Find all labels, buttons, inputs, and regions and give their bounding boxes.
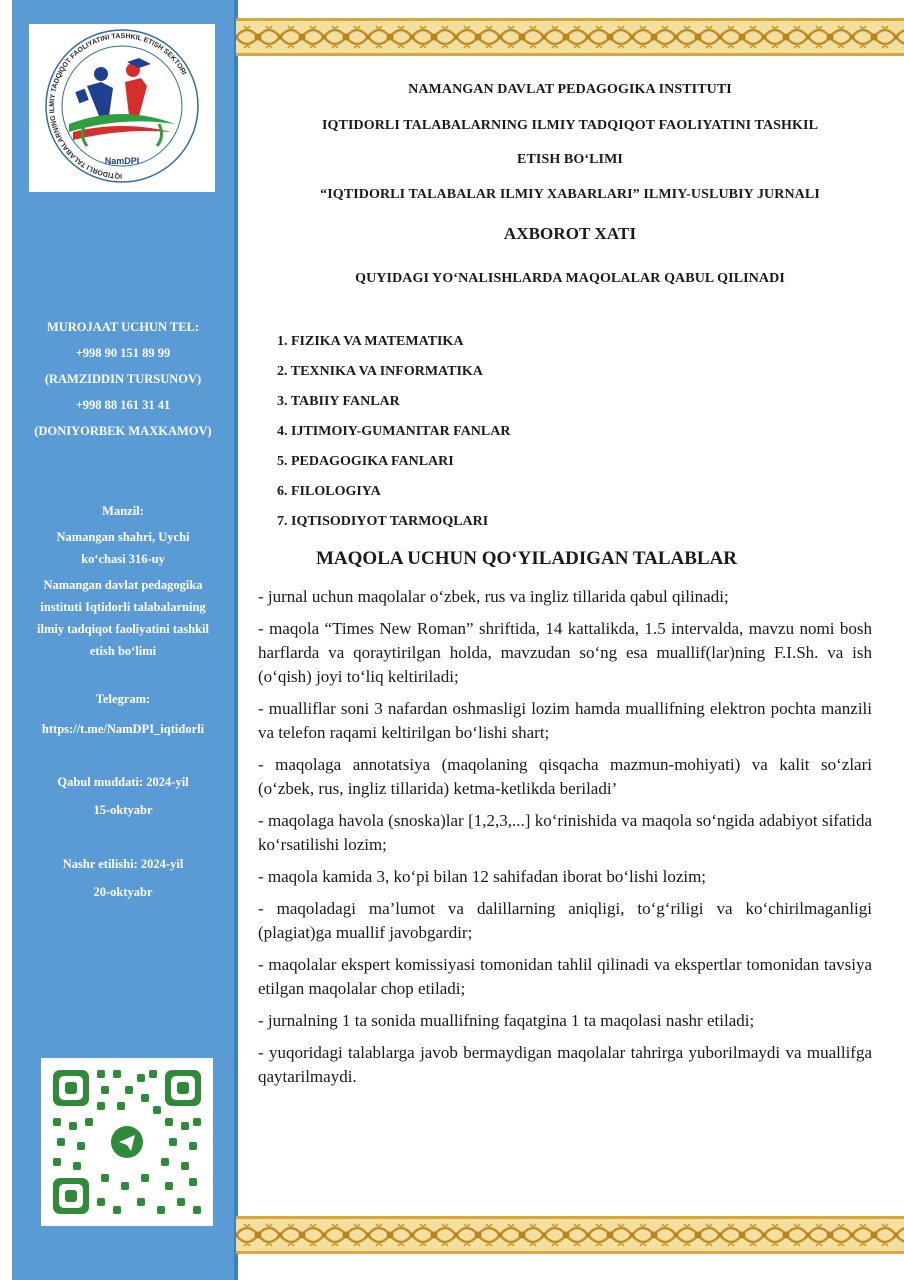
page-title: AXBOROT XATI: [503, 224, 637, 243]
address-org-1: Namangan davlat pedagogika: [43, 578, 203, 592]
top-ornament-border: [236, 18, 904, 56]
address-org-4: etish bo‘limi: [89, 644, 157, 658]
journal-name: “IQTIDORLI TALABALAR ILMIY XABARLARI” ILMIY-USLUBIY JURNALI: [320, 187, 820, 202]
requirement-item: - mualliflar soni 3 nafardan oshmasligi lozim hamda muallifning elektron pochta manzili va telefon raqami keltirilgan bo‘lishi shart;: [258, 699, 872, 742]
requirement-item: - maqoladagi ma’lumot va dalillarning aniqligi, to‘g‘riligi va ko‘chirilmaganligi (plagiat)ga muallif javobgardir;: [258, 899, 872, 942]
namdpi-logo-icon: [29, 24, 215, 192]
requirement-item: - maqola kamida 3, ko‘pi bilan 12 sahifadan iborat bo‘lishi lozim;: [258, 867, 707, 886]
list-item: 1. FIZIKA VA MATEMATIKA: [277, 334, 464, 349]
qr-code[interactable]: [41, 1058, 213, 1226]
list-item: 7. IQTISODIYOT TARMOQLARI: [277, 514, 489, 529]
logo-ring-text: IQTIDORLI TALABALARNING ILMIY TADQIQOT FAOLIYATINI TASHKIL ETISH SEKTORI: [48, 32, 188, 180]
telegram-heading: Telegram:: [95, 692, 151, 706]
requirement-item: - yuqoridagi talablarga javob bermaydigan maqolalar tahrirga yuborilmaydi va muallifga qaytarilmaydi.: [258, 1043, 872, 1086]
telegram-link[interactable]: https://t.me/NamDPI_iqtidorli: [41, 722, 205, 736]
requirement-item: - maqolalar ekspert komissiyasi tomonidan tahlil qilinadi va ekspertlar tomonidan tavsiya etilgan maqolalar chop etiladi;: [258, 955, 872, 998]
requirement-item: - maqola “Times New Roman” shriftida, 14 kattalikda, 1.5 intervalda, mavzu nomi bosh harflarda va qoraytirilgan holda, mavzudan so‘ng esa muallif(lar)ning F.I.Sh. va ish (o‘qish) joyi to‘liq keltiriladi;: [258, 619, 872, 686]
publish-deadline: [12, 850, 234, 906]
address-line-2: ko‘chasi 316-uy: [81, 552, 165, 566]
address-block: [12, 500, 234, 662]
requirements-title: MAQOLA UCHUN QO‘YILADIGAN TALABLAR: [316, 548, 738, 569]
publish-deadline-line-1: Nashr etilishi: 2024-yil: [62, 857, 184, 871]
institute-name: NAMANGAN DAVLAT PEDAGOGIKA INSTITUTI: [408, 82, 732, 97]
page-subtitle: QUYIDAGI YO‘NALISHLARDA MAQOLALAR QABUL QILINADI: [355, 271, 785, 286]
publish-deadline-line-2: 20-oktyabr: [93, 885, 153, 899]
list-item: 4. IJTIMOIY-GUMANITAR FANLAR: [277, 424, 511, 439]
requirement-item: - jurnalning 1 ta sonida muallifning faqatgina 1 ta maqolasi nashr etiladi;: [258, 1011, 755, 1030]
logo-name: NamDPI: [104, 156, 140, 166]
telegram-block: [12, 686, 234, 742]
bottom-ornament-border: [236, 1216, 904, 1254]
requirement-item: - maqolaga havola (snoska)lar [1,2,3,...] ko‘rinishida va maqola so‘ngida adabiyot sifatida ko‘rsatilishi lozim;: [258, 811, 872, 854]
list-item: 2. TEXNIKA VA INFORMATIKA: [277, 364, 483, 379]
list-item: 6. FILOLOGIYA: [277, 484, 381, 499]
address-org-3: ilmiy tadqiqot faoliyatini tashkil: [37, 622, 209, 636]
contact-block: [12, 314, 234, 444]
logo: [29, 24, 215, 192]
phone-2[interactable]: +998 88 161 31 41: [75, 398, 171, 412]
department-name-line-2: ETISH BO‘LIMI: [517, 152, 623, 167]
contact-person-1: (RAMZIDDIN TURSUNOV): [44, 372, 202, 386]
list-item: 3. TABIIY FANLAR: [277, 394, 400, 409]
accept-deadline: [12, 768, 234, 824]
contact-person-2: (DONIYORBEK MAXKAMOV): [34, 424, 212, 438]
phone-1[interactable]: +998 90 151 89 99: [75, 346, 171, 360]
qr-code-icon: [41, 1058, 213, 1226]
requirements-list: [258, 585, 872, 1097]
sidebar: [12, 0, 234, 1280]
directions-list: [277, 327, 877, 537]
requirement-item: - maqolaga annotatsiya (maqolaning qisqacha mazmun-mohiyati) va kalit so‘zlari (o‘zbek, rus, ingliz tillarida) ketma-ketlikda beriladi’: [258, 755, 872, 798]
department-name-line-1: IQTIDORLI TALABALARNING ILMIY TADQIQOT FAOLIYATINI TASHKIL: [321, 118, 819, 133]
address-line-1: Namangan shahri, Uychi: [56, 530, 190, 544]
accept-deadline-line-1: Qabul muddati: 2024-yil: [57, 775, 189, 789]
contact-heading: MUROJAAT UCHUN TEL:: [46, 320, 200, 334]
requirement-item: - jurnal uchun maqolalar o‘zbek, rus va ingliz tillarida qabul qilinadi;: [258, 587, 729, 606]
accept-deadline-line-2: 15-oktyabr: [93, 803, 153, 817]
address-heading: Manzil:: [102, 504, 144, 518]
list-item: 5. PEDAGOGIKA FANLARI: [277, 454, 454, 469]
address-org-2: instituti Iqtidorli talabalarning: [40, 600, 206, 614]
